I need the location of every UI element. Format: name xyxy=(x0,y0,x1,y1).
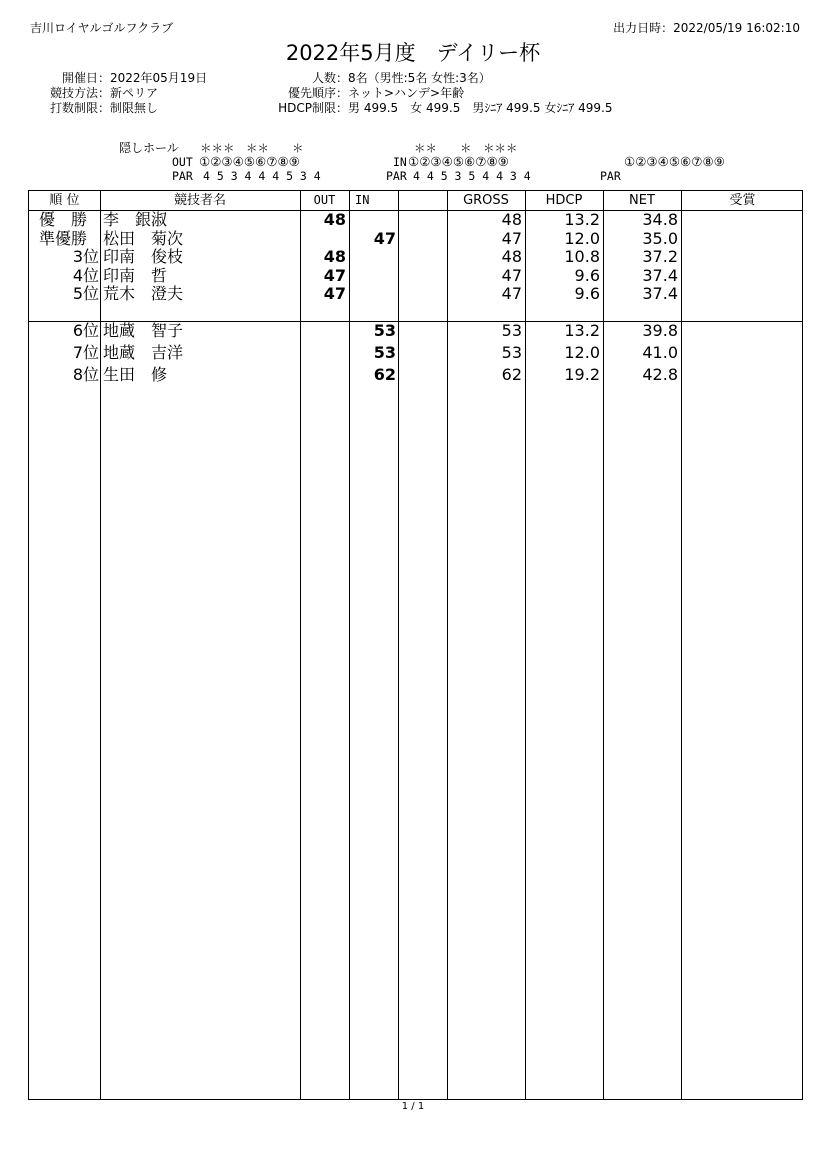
out-cell: 47 xyxy=(323,265,346,285)
in-label: IN xyxy=(393,155,407,169)
out-cell: 47 xyxy=(323,284,346,303)
hdcp-cell: 12.0 xyxy=(564,343,600,362)
out-cell: 48 xyxy=(323,247,346,266)
in-par-label: PAR xyxy=(386,169,407,183)
in-cell: 53 xyxy=(373,343,396,362)
in-hole-numbers: ①②③④⑤⑥⑦⑧⑨ xyxy=(408,154,509,169)
name-cell: 生田 修 xyxy=(103,365,168,384)
info-right xyxy=(240,71,650,116)
date-label: 開催日 xyxy=(61,71,98,85)
net-cell: 37.4 xyxy=(642,284,678,303)
in-cell xyxy=(349,248,396,267)
club-name: 吉川ロイヤルゴルフクラブ xyxy=(30,21,174,35)
col-award-header: 受賞 xyxy=(729,193,756,208)
award-cell xyxy=(685,267,803,286)
results-table xyxy=(28,190,803,1100)
table-row xyxy=(29,230,802,249)
out-par-values: 4 5 3 4 4 4 5 3 4 xyxy=(203,169,321,183)
net-cell: 42.8 xyxy=(642,365,678,384)
name-cell: 松田 菊次 xyxy=(103,228,184,248)
method-value: ：新ペリア xyxy=(98,86,159,100)
in-cell xyxy=(349,285,396,304)
hdcp-cell: 9.6 xyxy=(574,284,600,303)
out-par-label: PAR xyxy=(172,169,193,183)
col-blank-header xyxy=(398,191,447,210)
rank-cell: 3位 xyxy=(72,247,99,266)
page-number: 1 / 1 xyxy=(401,1101,425,1112)
table-row xyxy=(29,211,802,230)
date-value: ：2022年05月19日 xyxy=(98,71,208,85)
rank-cell: 4位 xyxy=(72,265,99,285)
gross-cell: 47 xyxy=(501,265,522,285)
col-rank-header: 順 位 xyxy=(49,193,80,208)
rank-cell: 6位 xyxy=(72,321,99,340)
table-row xyxy=(29,344,802,363)
net-cell: 39.8 xyxy=(642,321,678,340)
extra-hole-numbers: ①②③④⑤⑥⑦⑧⑨ xyxy=(624,154,725,169)
out-cell xyxy=(300,230,346,249)
info-left xyxy=(26,71,207,116)
name-cell: 印南 哲 xyxy=(103,265,168,285)
out-cell xyxy=(300,322,346,341)
table-row xyxy=(29,366,802,385)
extra-par-label: PAR xyxy=(600,169,621,183)
in-hidden-marks: ＊＊ ＊ ＊＊＊ xyxy=(414,141,518,155)
table-row xyxy=(29,267,802,286)
in-cell xyxy=(349,267,396,286)
col-name-header: 競技者名 xyxy=(173,193,226,208)
printed-datetime: 出力日時：2022/05/19 16:02:10 xyxy=(613,21,800,35)
name-cell: 印南 俊枝 xyxy=(103,247,184,266)
limit-label: 打数制限 xyxy=(49,101,98,115)
hdcp-cell: 12.0 xyxy=(564,228,600,248)
gross-cell: 48 xyxy=(501,210,522,229)
col-net-header: NET xyxy=(629,193,655,208)
hdcp-cell: 19.2 xyxy=(564,365,600,384)
net-cell: 41.0 xyxy=(642,343,678,362)
priority-label: 優先順序 xyxy=(287,86,336,100)
award-cell xyxy=(685,344,803,363)
gross-cell: 53 xyxy=(501,321,522,340)
award-cell xyxy=(685,322,803,341)
table-row xyxy=(29,322,802,341)
gross-cell: 53 xyxy=(501,343,522,362)
page-title: 2022年5月度 デイリー杯 xyxy=(285,41,541,65)
out-label: OUT xyxy=(172,155,193,169)
players-label: 人数 xyxy=(311,71,336,85)
out-cell: 48 xyxy=(323,210,346,229)
in-cell: 53 xyxy=(373,321,396,340)
name-cell: 地蔵 智子 xyxy=(103,321,184,340)
hdcp-cell: 13.2 xyxy=(564,321,600,340)
col-out-header: OUT xyxy=(313,193,336,207)
table-row xyxy=(29,285,802,304)
in-cell xyxy=(349,211,396,230)
name-cell: 李 銀淑 xyxy=(103,210,168,229)
net-cell: 37.4 xyxy=(642,265,678,285)
out-cell xyxy=(300,366,346,385)
net-cell: 35.0 xyxy=(642,228,678,248)
award-cell xyxy=(685,248,803,267)
hdcp-limit-label: HDCP制限 xyxy=(278,101,336,115)
gross-cell: 47 xyxy=(501,228,522,248)
out-hidden-marks: ＊＊＊ ＊＊ ＊ xyxy=(200,141,304,155)
table-row xyxy=(29,248,802,267)
players-value: ：8名（男性:5名 女性:3名） xyxy=(336,71,491,85)
award-cell xyxy=(685,211,803,230)
name-cell: 荒木 澄夫 xyxy=(103,284,184,303)
award-cell xyxy=(685,285,803,304)
award-cell xyxy=(685,366,803,385)
rank-cell: 5位 xyxy=(72,284,99,303)
hdcp-limit-value: ：男 499.5 女 499.5 男ｼﾆｱ 499.5 女ｼﾆｱ 499.5 xyxy=(336,101,613,115)
name-cell: 地蔵 吉洋 xyxy=(103,343,184,362)
out-hole-numbers: ①②③④⑤⑥⑦⑧⑨ xyxy=(199,154,300,169)
col-in-header: IN xyxy=(355,193,370,207)
in-cell: 47 xyxy=(373,228,396,248)
hidden-hole-label: 隠しホール xyxy=(119,141,179,155)
gross-cell: 47 xyxy=(501,284,522,303)
out-cell xyxy=(300,344,346,363)
hdcp-cell: 9.6 xyxy=(574,265,600,285)
in-cell: 62 xyxy=(373,365,396,384)
rank-cell: 準優勝 xyxy=(39,228,88,248)
gross-cell: 62 xyxy=(501,365,522,384)
col-gross-header: GROSS xyxy=(463,193,509,208)
rank-cell: 8位 xyxy=(72,365,99,384)
priority-value: ：ネット>ハンデ>年齢 xyxy=(336,86,465,100)
award-cell xyxy=(685,230,803,249)
gross-cell: 48 xyxy=(501,247,522,266)
rank-cell: 優 勝 xyxy=(39,210,88,229)
in-par-values: 4 4 5 3 5 4 4 3 4 xyxy=(413,169,531,183)
method-label: 競技方法 xyxy=(49,86,98,100)
net-cell: 37.2 xyxy=(642,247,678,266)
hdcp-cell: 13.2 xyxy=(564,210,600,229)
hdcp-cell: 10.8 xyxy=(564,247,600,266)
rank-cell: 7位 xyxy=(72,343,99,362)
col-hdcp-header: HDCP xyxy=(545,193,583,208)
net-cell: 34.8 xyxy=(642,210,678,229)
limit-value: ：制限無し xyxy=(98,101,159,115)
